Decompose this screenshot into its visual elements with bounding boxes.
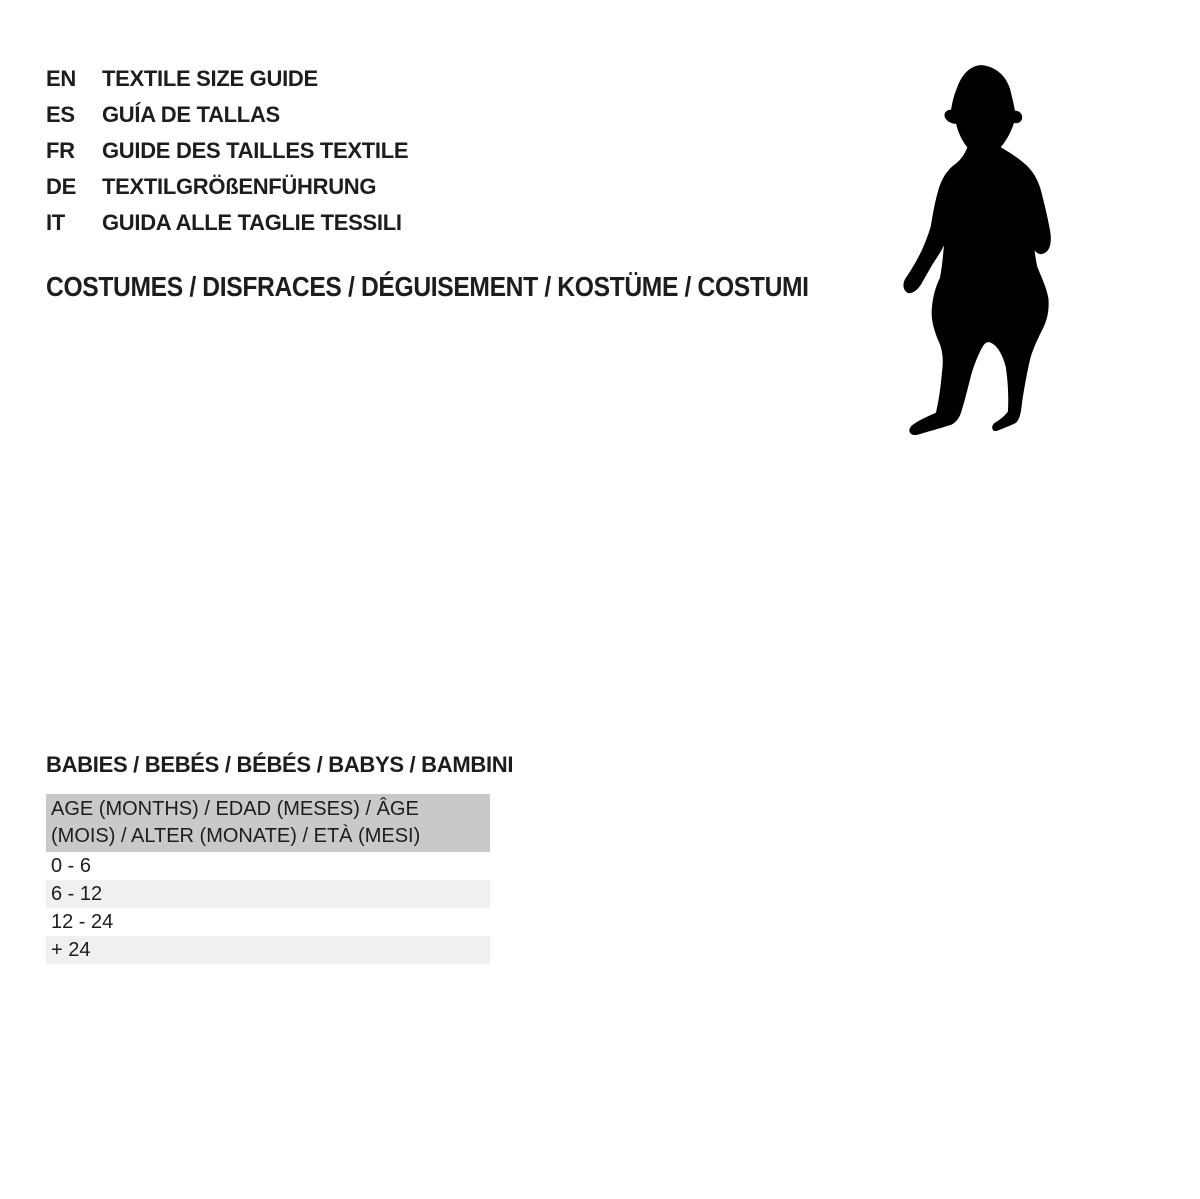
- category-title: COSTUMES / DISFRACES / DÉGUISEMENT / KOSTÜME / COSTUMI: [46, 271, 809, 302]
- language-label: GUIDE DES TAILLES TEXTILE: [102, 138, 409, 163]
- babies-section: [46, 752, 514, 964]
- language-code: EN: [46, 66, 76, 91]
- age-row: 0 - 6: [46, 852, 490, 880]
- language-code: ES: [46, 102, 75, 127]
- language-label: GUIDA ALLE TAGLIE TESSILI: [102, 210, 402, 235]
- language-row-en: [46, 61, 408, 97]
- language-list: [46, 61, 408, 241]
- language-row-de: [46, 169, 408, 205]
- age-table: [46, 794, 490, 964]
- language-row-es: [46, 97, 408, 133]
- language-code: IT: [46, 210, 65, 235]
- baby-silhouette-icon: [898, 60, 1065, 435]
- language-label: TEXTILE SIZE GUIDE: [102, 66, 318, 91]
- language-row-fr: [46, 133, 408, 169]
- language-label: TEXTILGRÖßENFÜHRUNG: [102, 174, 377, 199]
- babies-title: BABIES / BEBÉS / BÉBÉS / BABYS / BAMBINI: [46, 752, 514, 777]
- language-code: FR: [46, 138, 75, 163]
- language-label: GUÍA DE TALLAS: [102, 102, 280, 127]
- age-row: 12 - 24: [46, 908, 490, 936]
- age-row: + 24: [46, 936, 490, 964]
- age-row: 6 - 12: [46, 880, 490, 908]
- age-table-header: AGE (MONTHS) / EDAD (MESES) / ÂGE (MOIS) / ALTER (MONATE) / ETÀ (MESI): [46, 794, 490, 852]
- language-row-it: [46, 205, 408, 241]
- language-code: DE: [46, 174, 76, 199]
